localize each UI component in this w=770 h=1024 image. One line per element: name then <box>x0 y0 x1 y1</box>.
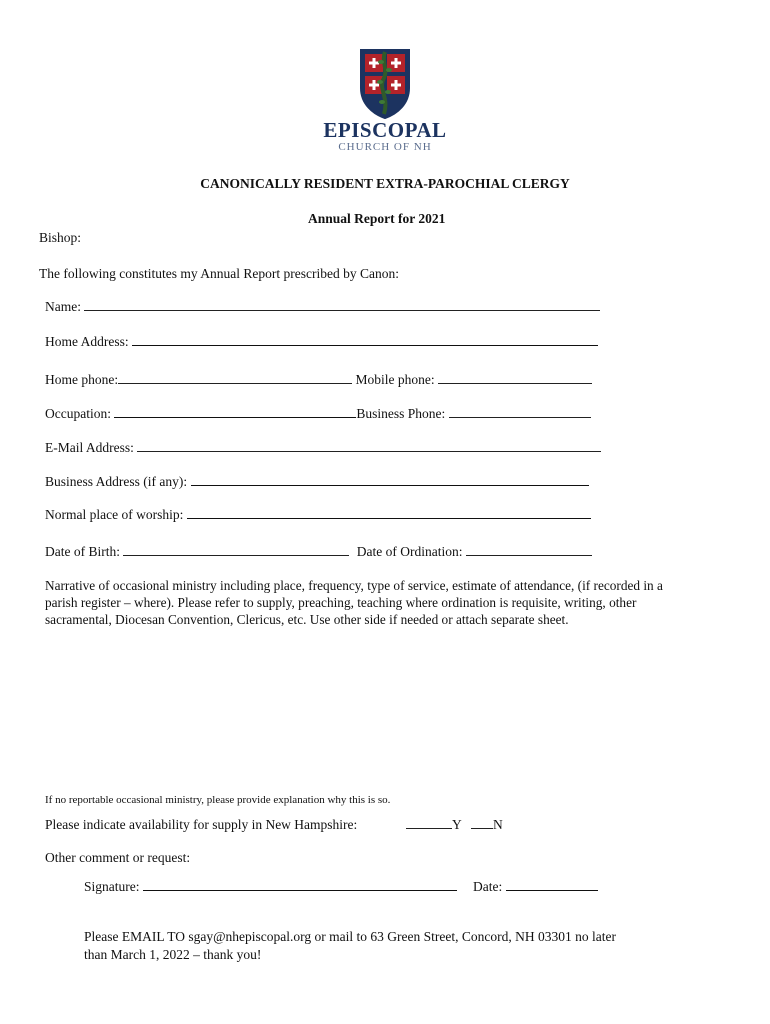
availability-yes[interactable] <box>406 817 462 833</box>
name-label: Name: <box>45 299 81 314</box>
form-subtitle: Annual Report for 2021 <box>308 211 446 226</box>
shield-icon <box>359 48 411 120</box>
availability-row <box>45 817 357 833</box>
footer-line-2: than March 1, 2022 – thank you! <box>84 947 262 962</box>
availability-question: Please indicate availability for supply in New Hampshire: <box>45 817 358 832</box>
diocese-logo <box>318 46 452 158</box>
form-title: CANONICALLY RESIDENT EXTRA-PAROCHIAL CLERGY <box>200 176 570 191</box>
narrative-text: Narrative of occasional ministry including place, frequency, type of service, estimate of attendance, (if recorded in a parish register – where). Please refer to supply, preaching, teaching where ordination is requisite, writing, other sacramental, Diocesan Convention, Clericus, etc. Use other side if needed or attach separate sheet. <box>45 578 663 627</box>
other-comment-label: Other comment or request: <box>45 850 191 865</box>
signature-label: Signature: <box>84 879 140 894</box>
business-address-label: Business Address (if any): <box>45 474 188 489</box>
no-ministry-text: If no reportable occasional ministry, please provide explanation why this is so. <box>45 794 391 806</box>
other-comment-area[interactable] <box>45 868 605 876</box>
dob-field[interactable] <box>123 554 349 556</box>
home-address-field[interactable] <box>132 344 598 346</box>
email-row <box>45 440 601 456</box>
date-row <box>473 879 598 895</box>
no-label: N <box>493 817 503 832</box>
worship-field[interactable] <box>187 517 591 519</box>
logo-subtitle: CHURCH OF NH <box>338 141 432 153</box>
occupation-row <box>45 406 591 422</box>
occupation-field[interactable] <box>114 416 356 418</box>
signature-row <box>84 879 457 895</box>
narrative-area[interactable] <box>45 632 605 782</box>
email-field[interactable] <box>137 450 601 452</box>
date-label: Date: <box>473 879 503 894</box>
home-phone-label: Home phone: <box>45 372 119 387</box>
name-field[interactable] <box>84 309 600 311</box>
dob-label: Date of Birth: <box>45 544 120 559</box>
availability-no[interactable] <box>471 817 503 833</box>
logo-name: EPISCOPAL <box>323 118 447 142</box>
worship-label: Normal place of worship: <box>45 507 184 522</box>
ordination-label: Date of Ordination: <box>356 544 463 559</box>
worship-row <box>45 507 591 523</box>
home-address-row <box>45 334 598 350</box>
home-phone-field[interactable] <box>118 382 352 384</box>
ordination-field[interactable] <box>466 554 592 556</box>
email-label: E-Mail Address: <box>45 440 134 455</box>
occupation-label: Occupation: <box>45 406 111 421</box>
name-row <box>45 299 600 315</box>
date-field[interactable] <box>506 889 598 891</box>
signature-field[interactable] <box>143 889 457 891</box>
business-address-row <box>45 474 589 490</box>
intro-text: The following constitutes my Annual Report prescribed by Canon: <box>39 266 399 281</box>
mobile-phone-field[interactable] <box>438 382 592 384</box>
footer-line-1: Please EMAIL TO sgay@nhepiscopal.org or mail to 63 Green Street, Concord, NH 03301 no later <box>84 929 616 944</box>
yes-label: Y <box>452 817 462 832</box>
dates-row <box>45 544 592 560</box>
phone-row <box>45 372 592 388</box>
salutation: Bishop: <box>39 230 82 245</box>
business-phone-field[interactable] <box>449 416 591 418</box>
mobile-phone-label: Mobile phone: <box>355 372 435 387</box>
business-address-field[interactable] <box>191 484 589 486</box>
home-address-label: Home Address: <box>45 334 129 349</box>
business-phone-label: Business Phone: <box>356 406 446 421</box>
